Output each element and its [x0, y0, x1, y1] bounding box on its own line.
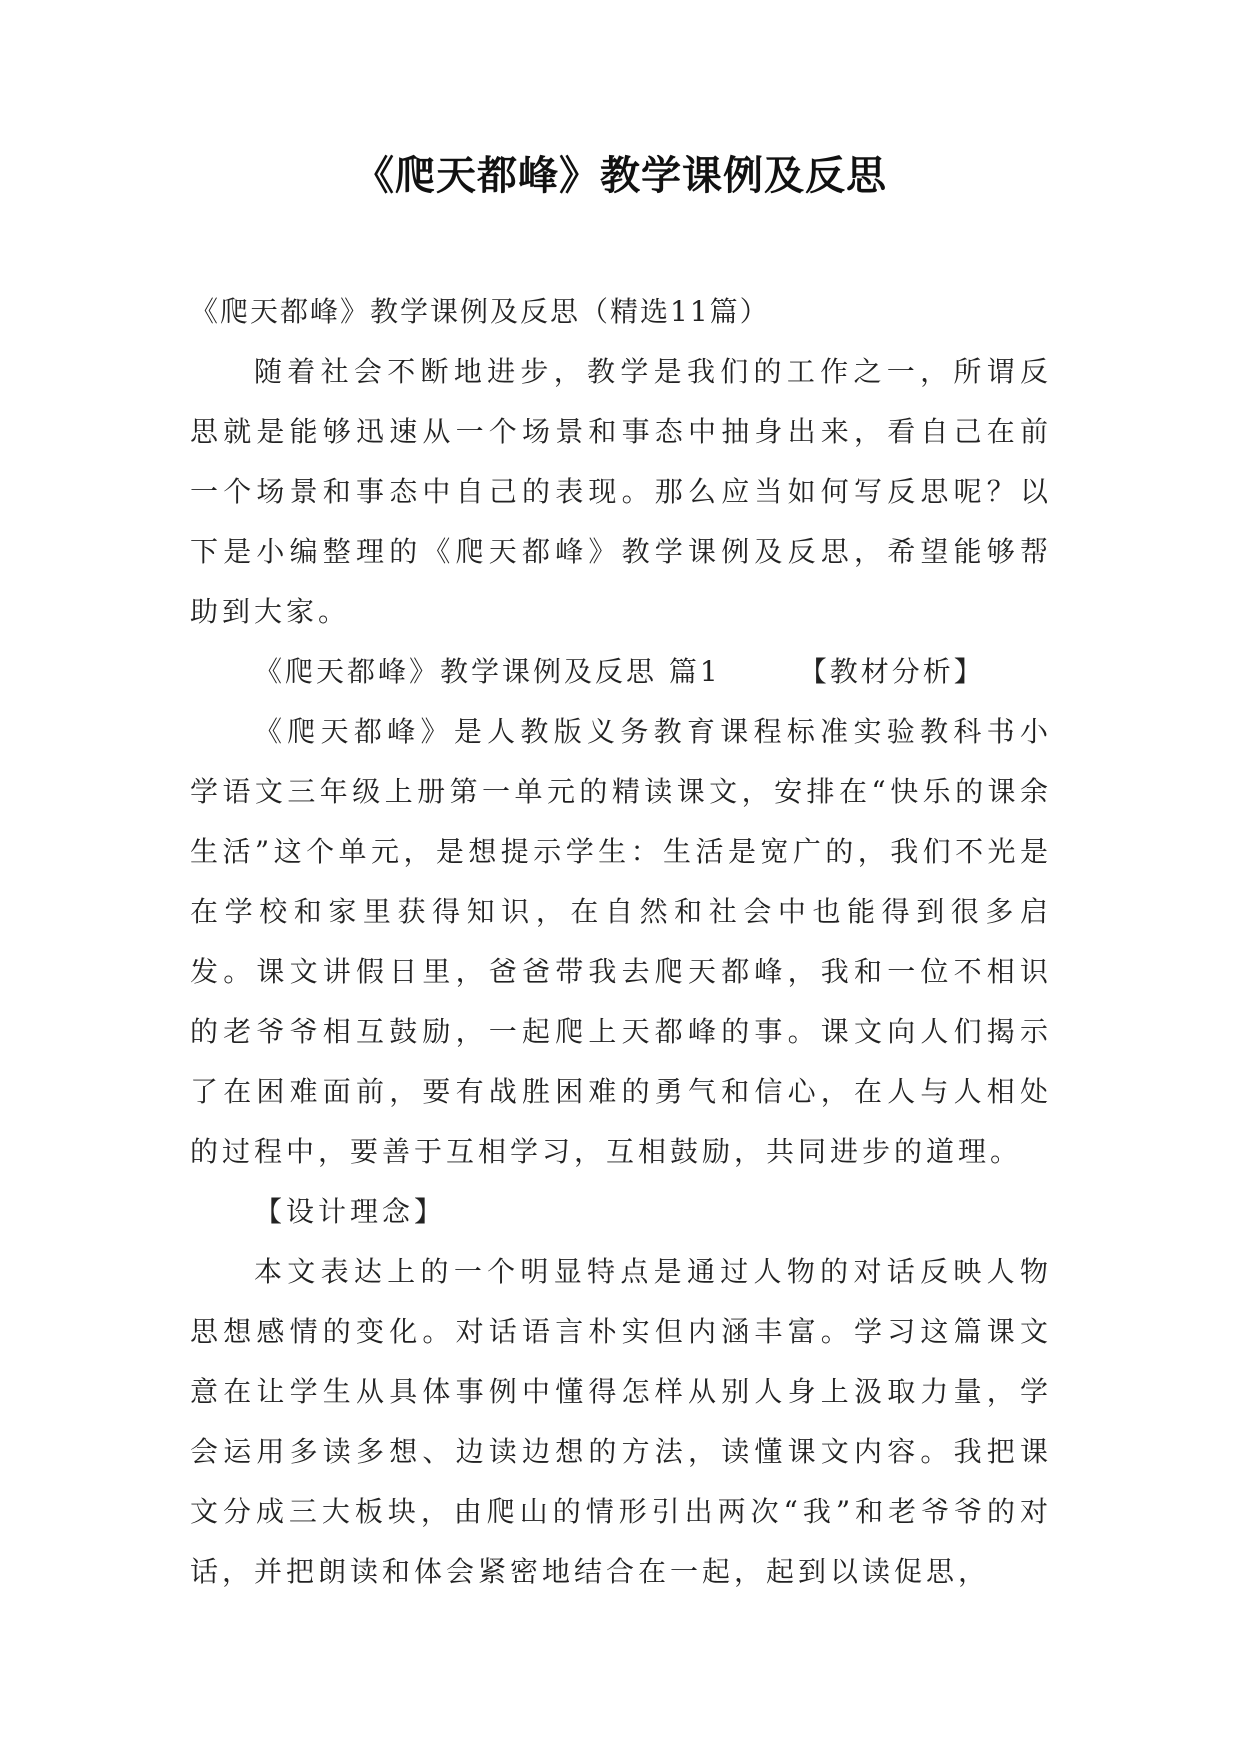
intro-paragraph: 随着社会不断地进步，教学是我们的工作之一，所谓反思就是能够迅速从一个场景和事态中抽身出来，看自己在前一个场景和事态中自己的表现。那么应当如何写反思呢？以下是小编整理的《爬天都峰》教学课例及反思，希望能够帮助到大家。	[190, 355, 1052, 628]
section-1-heading-line	[190, 642, 1052, 702]
document-title: 《爬天都峰》教学课例及反思	[354, 153, 887, 199]
section-1-heading: 《爬天都峰》教学课例及反思 篇1	[254, 655, 721, 688]
document-body	[190, 282, 1052, 1602]
section-1-paragraph: 《爬天都峰》是人教版义务教育课程标准实验教科书小学语文三年级上册第一单元的精读课文，安排在“快乐的课余生活”这个单元，是想提示学生：生活是宽广的，我们不光是在学校和家里获得知识，在自然和社会中也能得到很多启发。课文讲假日里，爸爸带我去爬天都峰，我和一位不相识的老爷爷相互鼓励，一起爬上天都峰的事。课文向人们揭示了在困难面前，要有战胜困难的勇气和信心，在人与人相处的过程中，要善于互相学习，互相鼓励，共同进步的道理。	[190, 715, 1052, 1168]
design-heading: 【设计理念】	[254, 1195, 447, 1228]
document-subtitle: 《爬天都峰》教学课例及反思（精选11篇）	[190, 295, 770, 328]
section-1-subheading: 【教材分析】	[798, 655, 985, 688]
design-paragraph: 本文表达上的一个明显特点是通过人物的对话反映人物思想感情的变化。对话语言朴实但内涵丰富。学习这篇课文意在让学生从具体事例中懂得怎样从别人身上汲取力量，学会运用多读多想、边读边想的方法，读懂课文内容。我把课文分成三大板块，由爬山的情形引出两次“我”和老爷爷的对话，并把朗读和体会紧密地结合在一起，起到以读促思，	[190, 1255, 1052, 1588]
